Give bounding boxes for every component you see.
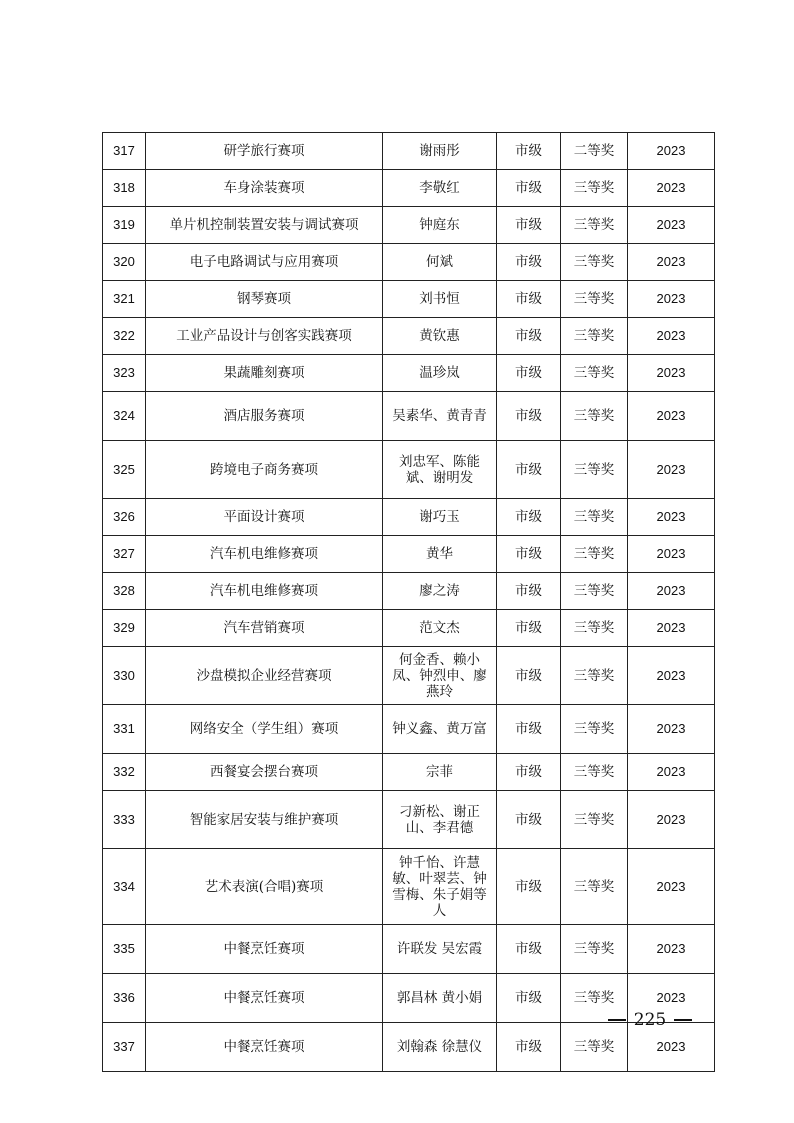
- row-number: 320: [103, 244, 146, 281]
- participant-names: 钟千怡、许慧敏、叶翠芸、钟雪梅、朱子娟等人: [383, 849, 497, 925]
- row-number: 317: [103, 133, 146, 170]
- award-year: 2023: [628, 318, 715, 355]
- table-row: [103, 441, 715, 499]
- award-year: 2023: [628, 754, 715, 791]
- table-body: [103, 133, 715, 1072]
- participant-names: 郭昌林 黄小娟: [383, 974, 497, 1023]
- row-number: 334: [103, 849, 146, 925]
- award-grade: 三等奖: [561, 318, 628, 355]
- event-name: 西餐宴会摆台赛项: [146, 754, 383, 791]
- award-grade: 三等奖: [561, 754, 628, 791]
- award-grade: 三等奖: [561, 355, 628, 392]
- participant-names: 钟庭东: [383, 207, 497, 244]
- award-grade: 三等奖: [561, 791, 628, 849]
- award-grade: 三等奖: [561, 1023, 628, 1072]
- award-grade: 二等奖: [561, 133, 628, 170]
- table-row: [103, 754, 715, 791]
- row-number: 318: [103, 170, 146, 207]
- award-grade: 三等奖: [561, 441, 628, 499]
- event-name: 智能家居安装与维护赛项: [146, 791, 383, 849]
- table-row: [103, 207, 715, 244]
- award-year: 2023: [628, 392, 715, 441]
- award-grade: 三等奖: [561, 170, 628, 207]
- table-row: [103, 791, 715, 849]
- award-level: 市级: [497, 849, 561, 925]
- table-row: [103, 925, 715, 974]
- award-year: 2023: [628, 133, 715, 170]
- award-grade: 三等奖: [561, 925, 628, 974]
- table-row: [103, 573, 715, 610]
- award-level: 市级: [497, 754, 561, 791]
- award-grade: 三等奖: [561, 244, 628, 281]
- participant-names: 谢雨彤: [383, 133, 497, 170]
- event-name: 汽车营销赛项: [146, 610, 383, 647]
- award-year: 2023: [628, 849, 715, 925]
- award-grade: 三等奖: [561, 573, 628, 610]
- participant-names: 何金香、赖小凤、钟烈申、廖燕玲: [383, 647, 497, 705]
- participant-names: 黄钦惠: [383, 318, 497, 355]
- event-name: 研学旅行赛项: [146, 133, 383, 170]
- row-number: 335: [103, 925, 146, 974]
- award-grade: 三等奖: [561, 849, 628, 925]
- award-level: 市级: [497, 1023, 561, 1072]
- row-number: 337: [103, 1023, 146, 1072]
- event-name: 单片机控制装置安装与调试赛项: [146, 207, 383, 244]
- award-year: 2023: [628, 925, 715, 974]
- award-level: 市级: [497, 499, 561, 536]
- award-grade: 三等奖: [561, 207, 628, 244]
- award-year: 2023: [628, 499, 715, 536]
- table-row: [103, 392, 715, 441]
- participant-names: 吴素华、黄青青: [383, 392, 497, 441]
- award-level: 市级: [497, 925, 561, 974]
- dash-right: [674, 1019, 692, 1021]
- award-year: 2023: [628, 1023, 715, 1072]
- row-number: 336: [103, 974, 146, 1023]
- award-grade: 三等奖: [561, 392, 628, 441]
- participant-names: 黄华: [383, 536, 497, 573]
- table-row: [103, 355, 715, 392]
- award-grade: 三等奖: [561, 647, 628, 705]
- table-row: [103, 705, 715, 754]
- award-year: 2023: [628, 170, 715, 207]
- event-name: 艺术表演(合唱)赛项: [146, 849, 383, 925]
- event-name: 酒店服务赛项: [146, 392, 383, 441]
- event-name: 中餐烹饪赛项: [146, 1023, 383, 1072]
- award-level: 市级: [497, 244, 561, 281]
- table-row: [103, 318, 715, 355]
- table-row: [103, 610, 715, 647]
- award-year: 2023: [628, 610, 715, 647]
- row-number: 331: [103, 705, 146, 754]
- participant-names: 廖之涛: [383, 573, 497, 610]
- award-grade: 三等奖: [561, 536, 628, 573]
- participant-names: 钟义鑫、黄万富: [383, 705, 497, 754]
- row-number: 326: [103, 499, 146, 536]
- award-year: 2023: [628, 441, 715, 499]
- award-year: 2023: [628, 207, 715, 244]
- row-number: 328: [103, 573, 146, 610]
- award-grade: 三等奖: [561, 610, 628, 647]
- award-year: 2023: [628, 573, 715, 610]
- awards-table: [102, 132, 715, 1072]
- event-name: 钢琴赛项: [146, 281, 383, 318]
- participant-names: 刁新松、谢正山、李君德: [383, 791, 497, 849]
- award-level: 市级: [497, 974, 561, 1023]
- award-level: 市级: [497, 355, 561, 392]
- row-number: 322: [103, 318, 146, 355]
- participant-names: 何斌: [383, 244, 497, 281]
- award-grade: 三等奖: [561, 705, 628, 754]
- award-level: 市级: [497, 791, 561, 849]
- table-row: [103, 244, 715, 281]
- table-row: [103, 170, 715, 207]
- award-year: 2023: [628, 974, 715, 1023]
- award-year: 2023: [628, 281, 715, 318]
- row-number: 330: [103, 647, 146, 705]
- award-year: 2023: [628, 536, 715, 573]
- participant-names: 范文杰: [383, 610, 497, 647]
- row-number: 321: [103, 281, 146, 318]
- table-row: [103, 281, 715, 318]
- award-year: 2023: [628, 355, 715, 392]
- table-row: [103, 133, 715, 170]
- award-grade: 三等奖: [561, 499, 628, 536]
- row-number: 319: [103, 207, 146, 244]
- participant-names: 许联发 吴宏霞: [383, 925, 497, 974]
- award-level: 市级: [497, 133, 561, 170]
- row-number: 332: [103, 754, 146, 791]
- event-name: 工业产品设计与创客实践赛项: [146, 318, 383, 355]
- award-level: 市级: [497, 610, 561, 647]
- award-year: 2023: [628, 791, 715, 849]
- participant-names: 刘翰森 徐慧仪: [383, 1023, 497, 1072]
- award-level: 市级: [497, 207, 561, 244]
- award-level: 市级: [497, 705, 561, 754]
- award-grade: 三等奖: [561, 281, 628, 318]
- event-name: 汽车机电维修赛项: [146, 536, 383, 573]
- table-row: [103, 647, 715, 705]
- dash-left: [608, 1019, 626, 1021]
- award-year: 2023: [628, 244, 715, 281]
- award-year: 2023: [628, 647, 715, 705]
- event-name: 中餐烹饪赛项: [146, 974, 383, 1023]
- event-name: 汽车机电维修赛项: [146, 573, 383, 610]
- event-name: 中餐烹饪赛项: [146, 925, 383, 974]
- award-level: 市级: [497, 573, 561, 610]
- award-grade: 三等奖: [561, 974, 628, 1023]
- event-name: 电子电路调试与应用赛项: [146, 244, 383, 281]
- participant-names: 刘忠军、陈能斌、谢明发: [383, 441, 497, 499]
- row-number: 333: [103, 791, 146, 849]
- event-name: 沙盘模拟企业经营赛项: [146, 647, 383, 705]
- row-number: 324: [103, 392, 146, 441]
- row-number: 329: [103, 610, 146, 647]
- page-number: [605, 1008, 695, 1032]
- award-level: 市级: [497, 392, 561, 441]
- participant-names: 温珍岚: [383, 355, 497, 392]
- event-name: 跨境电子商务赛项: [146, 441, 383, 499]
- award-level: 市级: [497, 441, 561, 499]
- row-number: 327: [103, 536, 146, 573]
- award-level: 市级: [497, 170, 561, 207]
- table-row: [103, 499, 715, 536]
- participant-names: 宗菲: [383, 754, 497, 791]
- participant-names: 刘书恒: [383, 281, 497, 318]
- participant-names: 谢巧玉: [383, 499, 497, 536]
- event-name: 车身涂装赛项: [146, 170, 383, 207]
- event-name: 果蔬雕刻赛项: [146, 355, 383, 392]
- participant-names: 李敬红: [383, 170, 497, 207]
- award-year: 2023: [628, 705, 715, 754]
- award-level: 市级: [497, 647, 561, 705]
- award-level: 市级: [497, 281, 561, 318]
- row-number: 325: [103, 441, 146, 499]
- page-number-text: 225: [633, 1010, 667, 1030]
- row-number: 323: [103, 355, 146, 392]
- event-name: 平面设计赛项: [146, 499, 383, 536]
- award-level: 市级: [497, 318, 561, 355]
- table-row: [103, 536, 715, 573]
- award-level: 市级: [497, 536, 561, 573]
- table-row: [103, 849, 715, 925]
- event-name: 网络安全（学生组）赛项: [146, 705, 383, 754]
